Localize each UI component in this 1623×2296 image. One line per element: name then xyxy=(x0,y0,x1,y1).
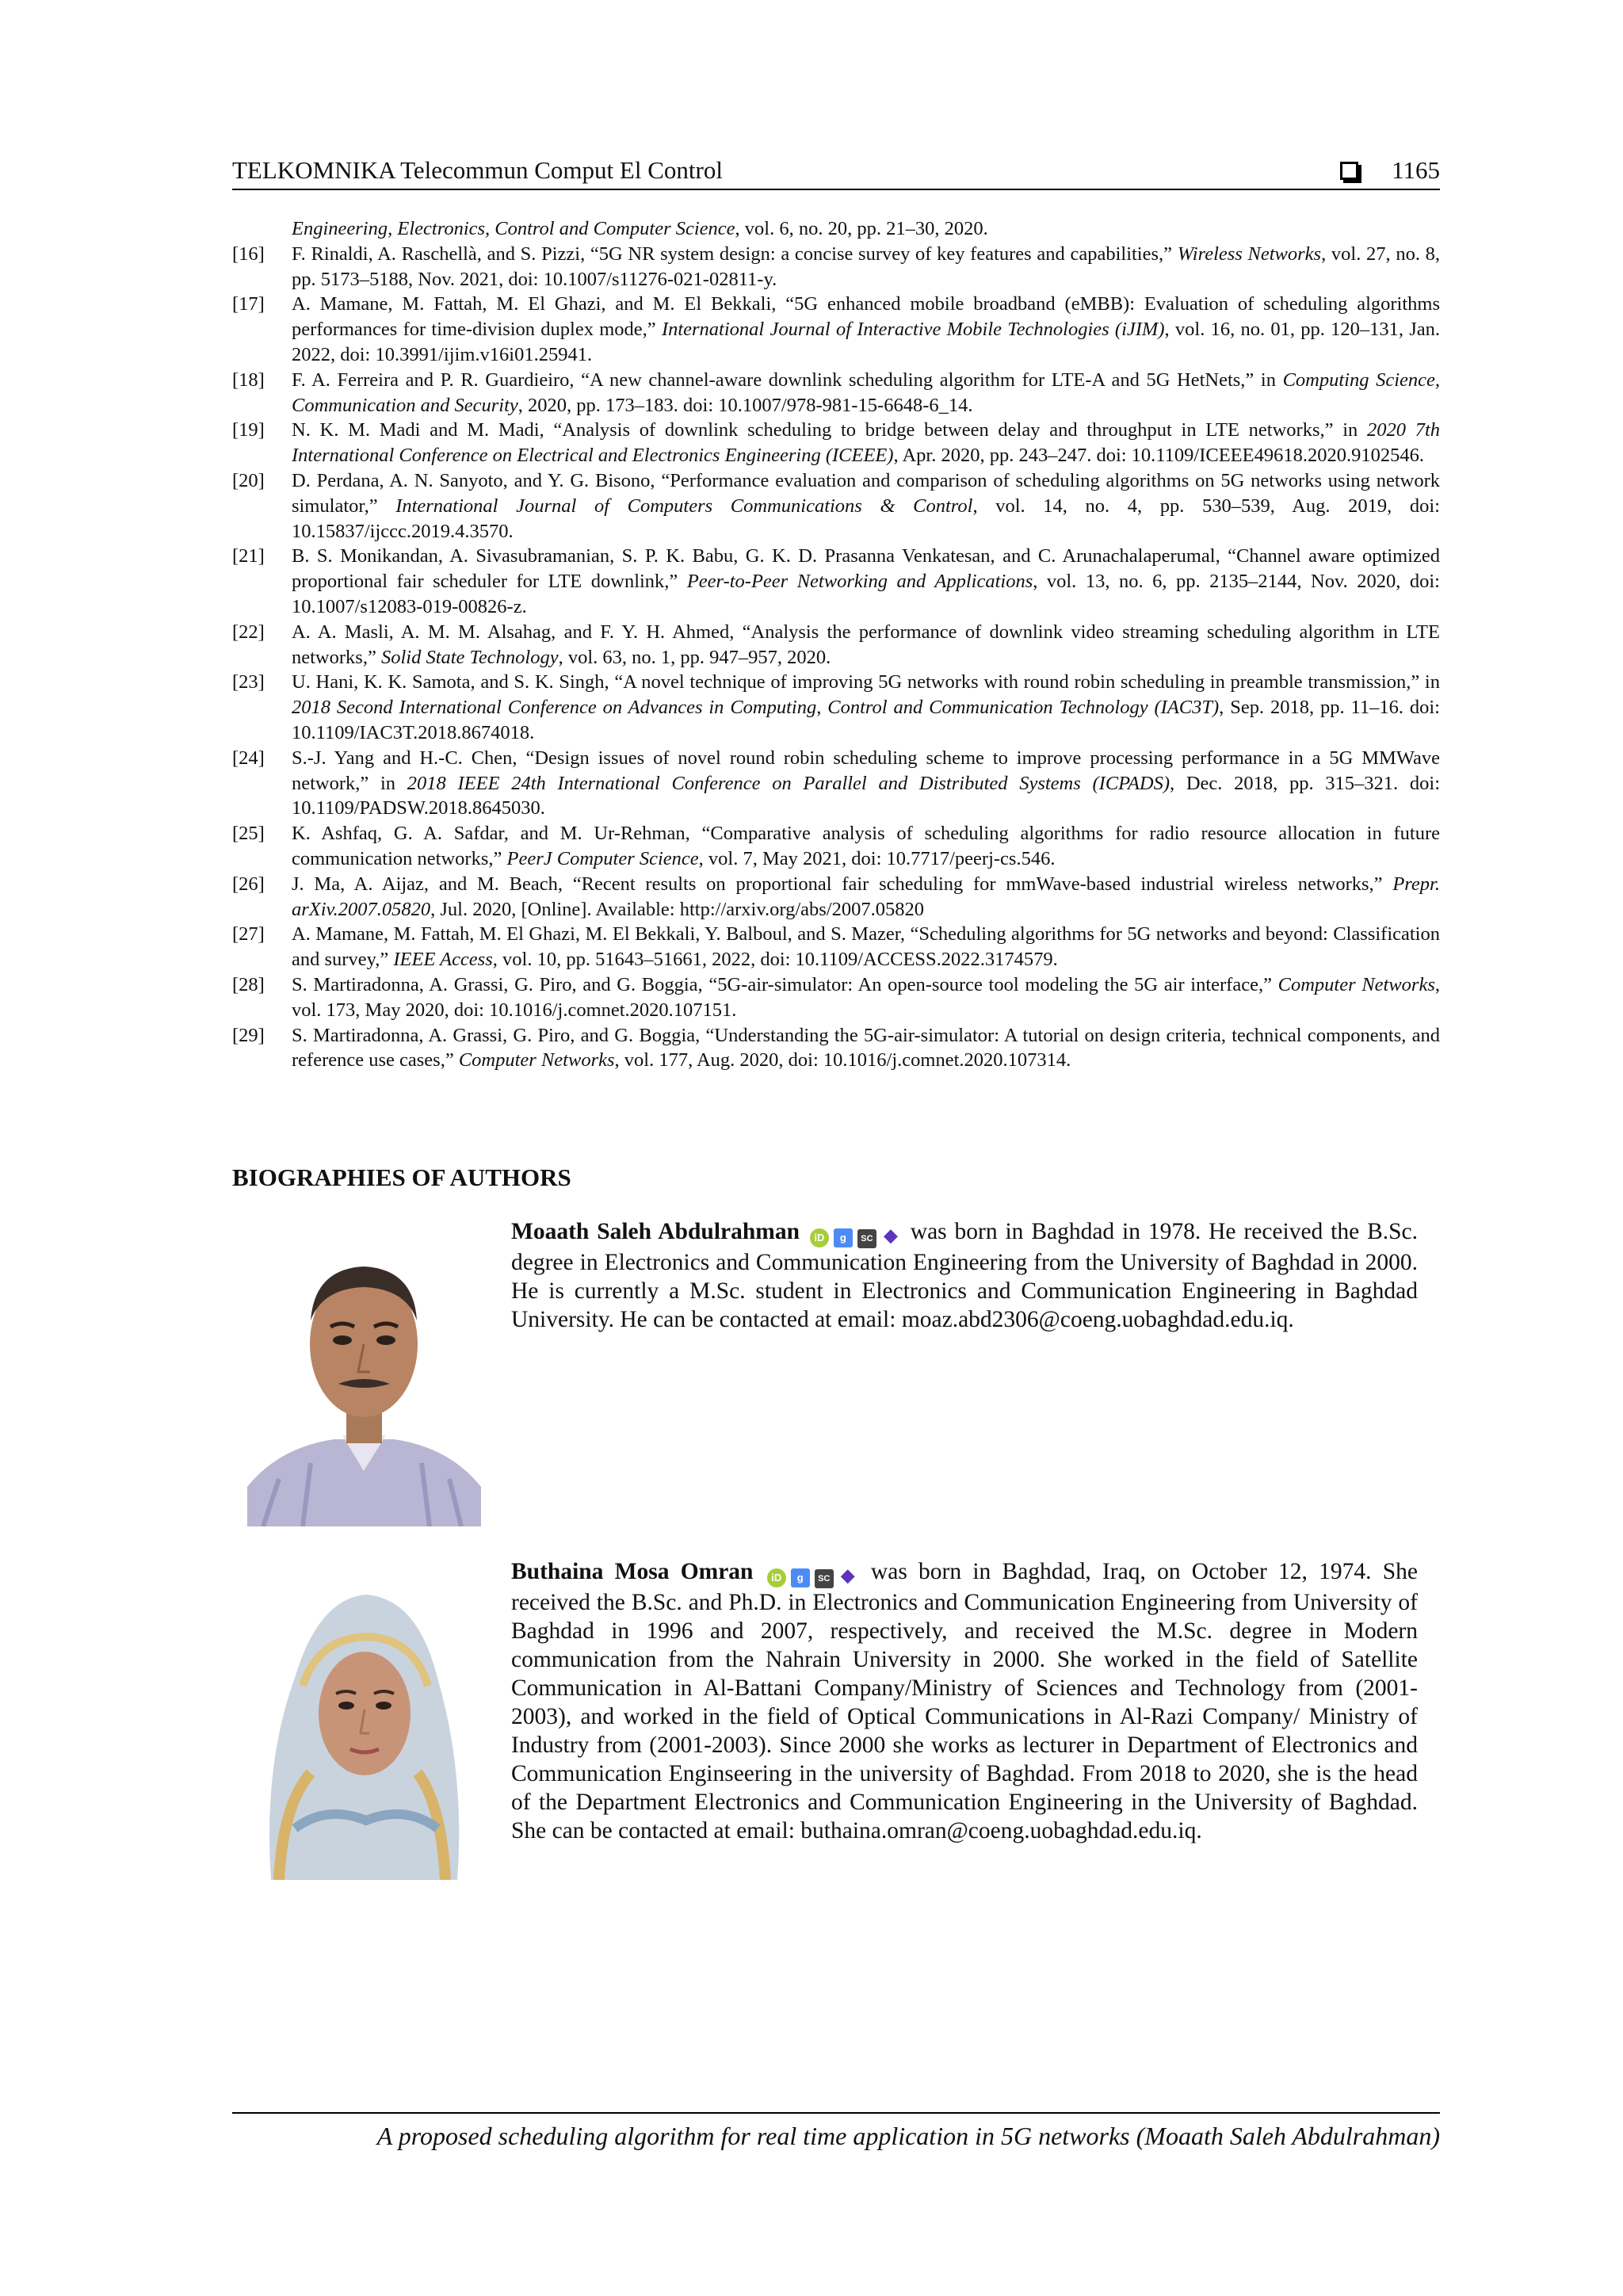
reference-item xyxy=(232,418,1440,468)
reference-item xyxy=(232,670,1440,745)
author-bio-text-2 xyxy=(511,1557,1418,1845)
reference-item xyxy=(232,972,1440,1023)
page-number: 1165 xyxy=(1392,156,1440,184)
reference-item xyxy=(232,872,1440,923)
reference-number: [17] xyxy=(232,293,265,315)
orcid-icon[interactable]: iD xyxy=(767,1568,786,1587)
author-portrait-woman xyxy=(247,1567,481,1880)
reference-item xyxy=(232,1023,1440,1074)
reference-text: N. K. M. Madi and M. Madi, “Analysis of downlink scheduling to bridge between delay and throughput in LTE networks,” in 2020 7th International Conference on Electrical and Electronics Engineering (ICEEE), Apr. 2020, pp. 243–247. doi: 10.1109/ICEEE49618.2020.9102546. xyxy=(292,419,1441,467)
reference-item xyxy=(232,544,1440,619)
reference-text: J. Ma, A. Aijaz, and M. Beach, “Recent results on proportional fair scheduling for mmWave-based industrial wireless networks,” Prepr. arXiv.2007.05820, Jul. 2020, [Online]. Available: http://arxiv.org/abs/2007.05820 xyxy=(292,873,1440,920)
reference-number: [20] xyxy=(232,469,265,491)
reference-number: [22] xyxy=(232,621,265,643)
reference-number: [26] xyxy=(232,873,265,895)
reference-text: A. Mamane, M. Fattah, M. El Ghazi, and M. El Bekkali, “5G enhanced mobile broadband (eMBB): Evaluation of scheduling algorithms performances for time-division duplex mode,” International Journal of Interactive Mobile Technologies (iJIM), vol. 16, no. 01, pp. 120–131, Jan. 2022, doi: 10.3991/ijim.v16i01.25941. xyxy=(292,293,1441,365)
google-scholar-icon[interactable]: g xyxy=(791,1568,810,1587)
reference-text: D. Perdana, A. N. Sanyoto, and Y. G. Bisono, “Performance evaluation and comparison of scheduling algorithms on 5G networks using network simulator,” International Journal of Computers Communications & Control, vol. 14, no. 4, pp. 530–539, Aug. 2019, doi: 10.15837/ijccc.2019.4.3570. xyxy=(292,469,1440,542)
square-bullet-icon xyxy=(1340,162,1358,180)
google-scholar-icon[interactable]: g xyxy=(834,1228,853,1247)
scopus-icon[interactable]: SC xyxy=(857,1229,876,1248)
reference-text: F. Rinaldi, A. Raschellà, and S. Pizzi, “5G NR system design: a concise survey of key features and capabilities,” Wireless Networks, vol. 27, no. 8, pp. 5173–5188, Nov. 2021, doi: 10.1007/s11276-021-02811-y. xyxy=(292,243,1440,290)
reference-item xyxy=(232,368,1440,418)
reference-text: U. Hani, K. K. Samota, and S. K. Singh, “A novel technique of improving 5G networks with round robin scheduling in preamble transmission,” in 2018 Second International Conference on Advances in Computing, Control and Communication Technology (IAC3T), Sep. 2018, pp. 11–16. doi: 10.1109/IAC3T.2018.8674018. xyxy=(292,671,1440,743)
reference-item xyxy=(232,620,1440,670)
reference-text: F. A. Ferreira and P. R. Guardieiro, “A new channel-aware downlink scheduling algorithm for LTE-A and 5G HetNets,” in Computing Science, Communication and Security, 2020, pp. 173–183. doi: 10.1007/978-981-15-6648-6_14. xyxy=(292,369,1441,416)
web-of-science-icon[interactable]: ◆ xyxy=(884,1225,898,1245)
scopus-icon[interactable]: SC xyxy=(815,1569,834,1588)
reference-text: S.-J. Yang and H.-C. Chen, “Design issues of novel round robin scheduling scheme to improve processing performance in a 5G MMWave network,” in 2018 IEEE 24th International Conference on Parallel and Distributed Systems (ICPADS), Dec. 2018, pp. 315–321. doi: 10.1109/PADSW.2018.8645030. xyxy=(292,747,1441,819)
author-bio-text-1 xyxy=(511,1217,1418,1334)
biographies-title: BIOGRAPHIES OF AUTHORS xyxy=(232,1163,571,1191)
reference-number: [18] xyxy=(232,369,265,391)
reference-item xyxy=(232,468,1440,544)
author-name-1: Moaath Saleh Abdulrahman xyxy=(511,1219,800,1244)
reference-number: [27] xyxy=(232,923,265,946)
author-bio-body-1: was born in Baghdad in 1978. He received the B.Sc. degree in Electronics and Communication Engineering from the University of Baghdad in 2000. He is currently a M.Sc. student in Electronics and Communication Engineering in Baghdad University. He can be contacted at email: moaz.abd2306@coeng.uobaghdad.edu.iq. xyxy=(511,1219,1419,1332)
reference-number: [28] xyxy=(232,973,265,995)
author-name-2: Buthaina Mosa Omran xyxy=(511,1559,754,1584)
reference-text: K. Ashfaq, G. A. Safdar, and M. Ur-Rehman, “Comparative analysis of scheduling algorithms for radio resource allocation in future communication networks,” PeerJ Computer Science, vol. 7, May 2021, doi: 10.7717/peerj-cs.546. xyxy=(292,823,1440,869)
reference-text: S. Martiradonna, A. Grassi, G. Piro, and G. Boggia, “Understanding the 5G-air-simulator: A tutorial on design criteria, technical components, and reference use cases,” Computer Networks, vol. 177, Aug. 2020, doi: 10.1016/j.comnet.2020.107314. xyxy=(292,1024,1440,1072)
reference-continuation: Engineering, Electronics, Control and Computer Science, vol. 6, no. 20, pp. 21–30, 2020. xyxy=(292,218,988,239)
reference-item xyxy=(232,746,1440,821)
reference-number: [23] xyxy=(232,671,265,693)
reference-item xyxy=(232,292,1440,367)
running-footer: A proposed scheduling algorithm for real time application in 5G networks (Moaath Saleh Abdulrahman) xyxy=(232,2112,1440,2152)
author-photo-1 xyxy=(247,1225,481,1526)
reference-item xyxy=(232,821,1440,872)
reference-number: [21] xyxy=(232,545,265,567)
reference-text: A. Mamane, M. Fattah, M. El Ghazi, M. El Bekkali, Y. Balboul, and S. Mazer, “Scheduling algorithms for 5G networks and beyond: Classification and survey,” IEEE Access, vol. 10, pp. 51643–51661, 2022, doi: 10.1109/ACCESS.2022.3174579. xyxy=(292,923,1440,971)
orcid-icon[interactable]: iD xyxy=(810,1228,829,1247)
journal-name: TELKOMNIKA Telecommun Comput El Control xyxy=(232,156,723,184)
reference-number: [16] xyxy=(232,243,265,265)
web-of-science-icon[interactable]: ◆ xyxy=(841,1565,855,1585)
reference-items xyxy=(232,242,1440,1073)
reference-item xyxy=(232,242,1440,292)
reference-number: [29] xyxy=(232,1024,265,1046)
author-portrait-man xyxy=(247,1225,481,1526)
reference-item xyxy=(232,922,1440,972)
reference-number: [25] xyxy=(232,823,265,845)
page-header xyxy=(232,155,1440,190)
author-bio-body-2: was born in Baghdad, Iraq, on October 12, 1974. She received the B.Sc. and Ph.D. in Electronics and Communication Engineering from University of Baghdad in 1996 and 2007, respectively, and received the M.Sc. degree in Modern communication from the Nahrain University in 2000. She worked in the field of Satellite Communication in Al-Battani Company/Ministry of Sciences and Technology from (2001-2003), and worked in the field of Optical Communications in Al-Razi Company/ Ministry of Industry from (2001-2003). Since 2000 she works as lecturer in Department of Electronics and Communication Enginseering in the university of Baghdad. From 2018 to 2020, she is the head of the Department Electronics and Communication Engineering in the University of Baghdad. She can be contacted at email: buthaina.omran@coeng.uobaghdad.edu.iq. xyxy=(511,1559,1418,1843)
reference-list xyxy=(232,216,1440,1073)
reference-text: B. S. Monikandan, A. Sivasubramanian, S. P. K. Babu, G. K. D. Prasanna Venkatesan, and C. Arunachalaperumal, “Channel aware optimized proportional fair scheduler for LTE downlink,” Peer-to-Peer Networking and Applications, vol. 13, no. 6, pp. 2135–2144, Nov. 2020, doi: 10.1007/s12083-019-00826-z. xyxy=(292,545,1440,617)
author-bio-2 xyxy=(232,1557,1440,1874)
author-bio-1 xyxy=(232,1217,1440,1534)
reference-text: S. Martiradonna, A. Grassi, G. Piro, and G. Boggia, “5G-air-simulator: An open-source tool modeling the 5G air interface,” Computer Networks, vol. 173, May 2020, doi: 10.1016/j.comnet.2020.107151. xyxy=(292,973,1440,1021)
reference-number: [19] xyxy=(232,419,265,441)
reference-number: [24] xyxy=(232,747,265,769)
reference-text: A. A. Masli, A. M. M. Alsahag, and F. Y. H. Ahmed, “Analysis the performance of downlink video streaming scheduling algorithm in LTE networks,” Solid State Technology, vol. 63, no. 1, pp. 947–957, 2020. xyxy=(292,621,1440,668)
author-photo-2 xyxy=(247,1567,481,1880)
